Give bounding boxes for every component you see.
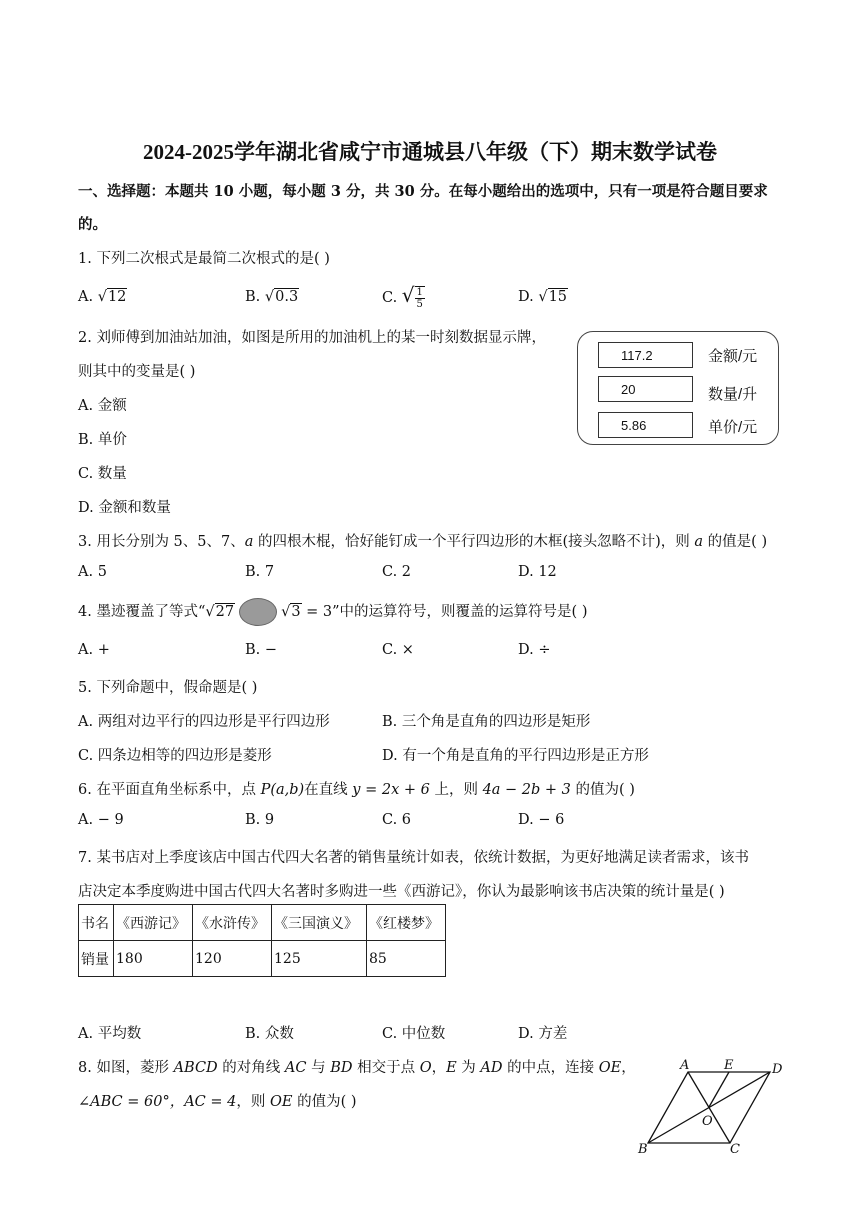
q5-option-d: D. 有一个角是直角的平行四边形是正方形 (382, 748, 649, 764)
q1-option-a: A. √12 (78, 289, 127, 305)
q3-option-a: A. 5 (78, 564, 107, 580)
ink-blot (239, 598, 277, 626)
diagonal-bd (648, 1072, 770, 1143)
q8-stem-line1: 8. 如图，菱形 ABCD 的对角线 AC 与 BD 相交于点 O，E 为 AD 的中点，连接 OE， (78, 1060, 636, 1076)
table-cell: 《水浒传》 (193, 905, 272, 941)
q2-option-a: A. 金额 (78, 398, 127, 414)
table-cell: 125 (272, 941, 367, 977)
amount-value: 117.2 (598, 342, 693, 368)
q3-option-c: C. 2 (382, 564, 412, 580)
q2-stem-line2: 则其中的变量是( ) (78, 364, 196, 380)
q3-option-d: D. 12 (518, 564, 557, 580)
table-row (79, 941, 446, 977)
q2-option-c: C. 数量 (78, 466, 127, 482)
q6-stem: 6. 在平面直角坐标系中，点 P(a,b)在直线 y = 2x + 6 上，则 4a − 2b + 3 的值为( ) (78, 782, 635, 798)
q6-option-a: A. − 9 (78, 812, 124, 828)
q1-option-c: C. √ $\frac{1}{5}$ (382, 283, 423, 310)
q7-stem-line1: 7. 某书店对上季度该店中国古代四大名著的销售量统计如表，依统计数据，为更好地满足读者需求，该书 (78, 850, 749, 866)
table-cell: 书名 (79, 905, 114, 941)
q7-option-d: D. 方差 (518, 1026, 568, 1042)
label-a: A (680, 1058, 690, 1073)
unit-price-value: 5.86 (598, 412, 693, 438)
q5-stem: 5. 下列命题中，假命题是( ) (78, 680, 258, 696)
q4-option-b: B. − (245, 642, 278, 658)
sales-table (78, 904, 446, 977)
label-o: O (702, 1114, 713, 1129)
label-c: C (730, 1142, 740, 1155)
q7-option-b: B. 众数 (245, 1026, 294, 1042)
table-cell: 120 (193, 941, 272, 977)
table-cell: 《红楼梦》 (367, 905, 446, 941)
quantity-value: 20 (598, 376, 693, 402)
unit-price-label: 单价/元 (708, 419, 758, 436)
quantity-label: 数量/升 (708, 386, 758, 403)
table-cell: 85 (367, 941, 446, 977)
q8-stem-line2: ∠ABC = 60°，AC = 4，则 OE 的值为( ) (78, 1094, 357, 1110)
q6-option-d: D. − 6 (518, 812, 565, 828)
q6-option-b: B. 9 (245, 812, 275, 828)
section-heading-line2: 的。 (78, 216, 107, 233)
q6-option-c: C. 6 (382, 812, 412, 828)
q2-option-b: B. 单价 (78, 432, 127, 448)
q4-option-a: A. + (78, 642, 110, 658)
amount-label: 金额/元 (708, 348, 758, 365)
q3-option-b: B. 7 (245, 564, 275, 580)
label-b: B (638, 1142, 648, 1155)
table-cell: 180 (114, 941, 193, 977)
q5-option-b: B. 三个角是直角的四边形是矩形 (382, 714, 591, 730)
q1-option-d: D. √15 (518, 289, 568, 305)
section-heading-line1: 一、选择题：本题共 10 小题，每小题 3 分，共 30 分。在每小题给出的选项中，只有一项是符合题目要求 (78, 183, 768, 200)
label-d: D (772, 1062, 783, 1077)
q3-stem: 3. 用长分别为 5、5、7、a 的四根木棍，恰好能钉成一个平行四边形的木框(接头忽略不计)，则 a 的值是( ) (78, 534, 768, 550)
q7-option-c: C. 中位数 (382, 1026, 446, 1042)
table-cell: 《西游记》 (114, 905, 193, 941)
page-title: 2024-2025学年湖北省咸宁市通城县八年级（下）期末数学试卷 (143, 140, 717, 164)
table-cell: 《三国演义》 (272, 905, 367, 941)
q7-option-a: A. 平均数 (78, 1026, 142, 1042)
q2-option-d: D. 金额和数量 (78, 500, 171, 516)
q2-stem-line1: 2. 刘师傅到加油站加油，如图是所用的加油机上的某一时刻数据显示牌， (78, 330, 546, 346)
fuel-pump-display (577, 331, 779, 445)
q1-stem: 1. 下列二次根式是最简二次根式的是( ) (78, 251, 330, 267)
q7-stem-line2: 店决定本季度购进中国古代四大名著时多购进一些《西游记》，你认为最影响该书店决策的统计量是( ) (78, 884, 725, 900)
q1-option-b: B. √0.3 (245, 289, 299, 305)
q4-option-c: C. × (382, 642, 414, 658)
q5-option-a: A. 两组对边平行的四边形是平行四边形 (78, 714, 330, 730)
q4-option-d: D. ÷ (518, 642, 551, 658)
table-header-row (79, 905, 446, 941)
table-cell: 销量 (79, 941, 114, 977)
q5-option-c: C. 四条边相等的四边形是菱形 (78, 748, 272, 764)
rhombus-figure (630, 1055, 790, 1155)
label-e: E (724, 1058, 734, 1073)
q4-stem: 4. 墨迹覆盖了等式“√27 √3 = 3”中的运算符号，则覆盖的运算符号是( ) (78, 598, 587, 626)
